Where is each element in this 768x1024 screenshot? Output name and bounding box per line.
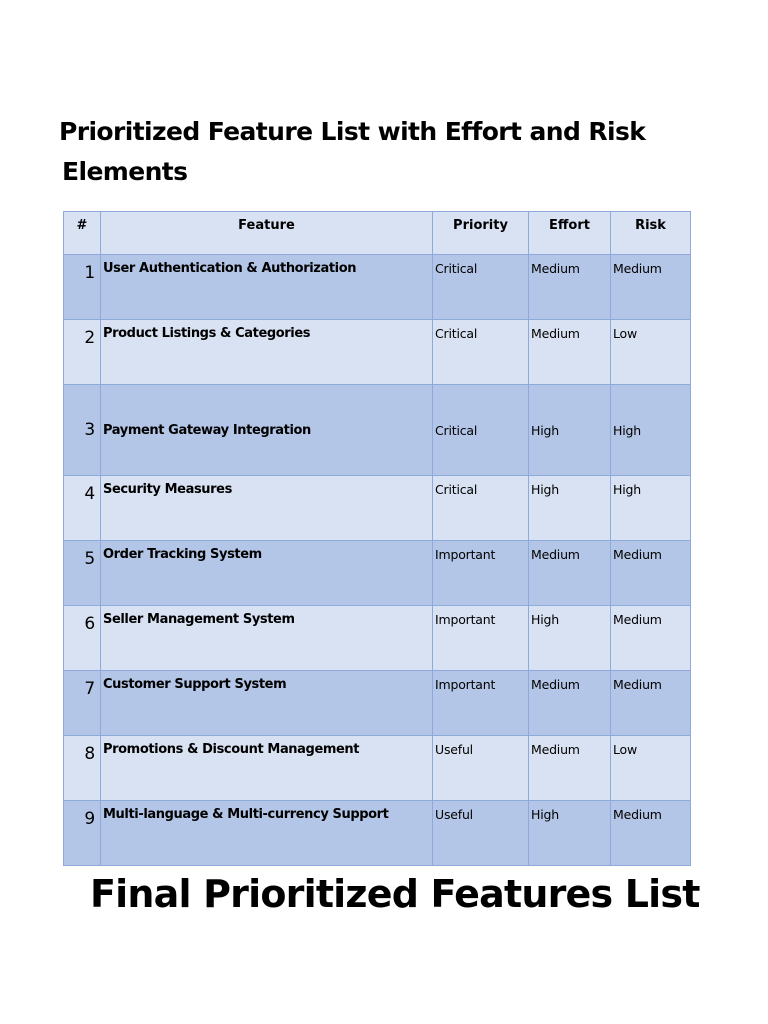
header-number: # [64,212,101,255]
row-effort: Medium [529,541,611,606]
row-priority: Critical [433,385,529,476]
row-feature: Product Listings & Categories [101,320,433,385]
row-effort: Medium [529,671,611,736]
table-row [64,801,691,866]
row-number: 8 [64,736,101,801]
row-risk: Medium [611,606,691,671]
row-number: 5 [64,541,101,606]
row-effort: Medium [529,736,611,801]
table-row [64,736,691,801]
header-effort: Effort [529,212,611,255]
row-number: 9 [64,801,101,866]
row-priority: Useful [433,801,529,866]
row-number: 4 [64,476,101,541]
table-row [64,541,691,606]
header-feature: Feature [101,212,433,255]
row-effort: High [529,801,611,866]
row-number: 1 [64,255,101,320]
page-title-line-1: Prioritized Feature List with Effort and Risk [59,117,646,146]
feature-table [63,211,691,866]
final-heading: Final Prioritized Features List [90,872,700,916]
row-risk: Medium [611,541,691,606]
row-feature: Security Measures [101,476,433,541]
row-priority: Useful [433,736,529,801]
table-row [64,476,691,541]
header-priority: Priority [433,212,529,255]
table-row [64,255,691,320]
table-row [64,385,691,476]
row-feature: Order Tracking System [101,541,433,606]
row-feature: Multi-language & Multi-currency Support [101,801,433,866]
row-effort: Medium [529,255,611,320]
row-priority: Important [433,606,529,671]
table-header-row [64,212,691,255]
row-effort: High [529,476,611,541]
row-risk: Medium [611,255,691,320]
row-feature: User Authentication & Authorization [101,255,433,320]
row-priority: Important [433,671,529,736]
row-feature: Seller Management System [101,606,433,671]
row-risk: High [611,385,691,476]
row-priority: Critical [433,476,529,541]
row-effort: Medium [529,320,611,385]
row-number: 3 [64,385,101,476]
row-risk: Low [611,320,691,385]
table-row [64,671,691,736]
row-effort: High [529,385,611,476]
row-priority: Critical [433,255,529,320]
row-risk: Medium [611,801,691,866]
row-feature: Payment Gateway Integration [101,385,433,476]
row-number: 6 [64,606,101,671]
table-row [64,606,691,671]
row-number: 7 [64,671,101,736]
row-priority: Important [433,541,529,606]
row-effort: High [529,606,611,671]
page-title-line-2: Elements [62,157,188,186]
table-row [64,320,691,385]
row-risk: Medium [611,671,691,736]
row-feature: Promotions & Discount Management [101,736,433,801]
row-priority: Critical [433,320,529,385]
row-feature: Customer Support System [101,671,433,736]
header-risk: Risk [611,212,691,255]
page-title [59,112,659,192]
row-number: 2 [64,320,101,385]
row-risk: Low [611,736,691,801]
row-risk: High [611,476,691,541]
